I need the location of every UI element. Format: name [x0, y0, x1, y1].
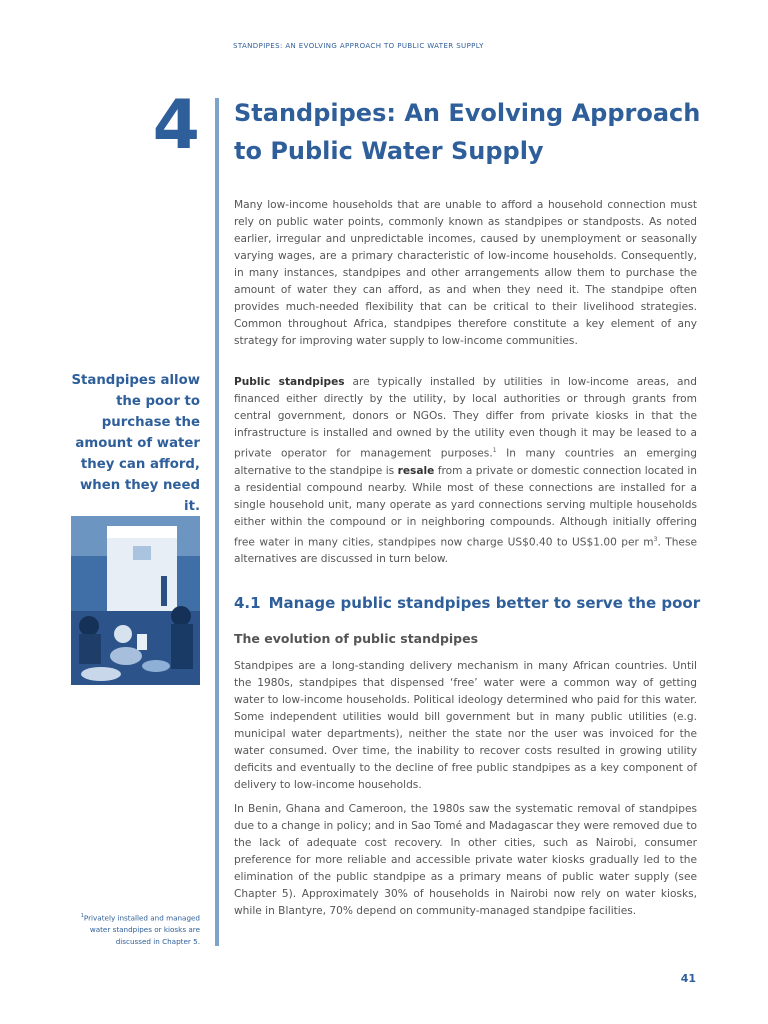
footnote-ref[interactable]: 1	[492, 447, 497, 454]
pullquote: Standpipes allow the poor to purchase the amount of water they can afford, when they need it.	[71, 373, 200, 514]
public-standpipes-term: Public standpipes	[234, 376, 345, 388]
section-heading: 4.1 Manage public standpipes better to serve the poor	[234, 594, 701, 612]
evolution-paragraph: Standpipes are a long-standing delivery mechanism in many African countries. Until the 1980s, standpipes that dispensed ‘free’ water were a common way of getting water to low-income households. Political ideology determined who paid for this water. Some independent utilities would bill government but in many public utilities (e.g. municipal water departments), neither the state nor the user was invoiced for the water consumed. Over time, the inability to recover costs resulted in growing utility deficits and eventually to the decline of free public standpipes as a key component of delivery to low-income households.	[234, 660, 697, 791]
intro-paragraph: Many low-income households that are unable to afford a household connection must rely on public water points, commonly known as standpipes or standposts. As noted earlier, irregular and unpredictable incomes, caused by unemployment or seasonally varying wages, are a primary characteristic of low-income households. Consequently, in many instances, standpipes and other arrangements allow them to purchase the amount of water they can afford, as and when they need it. The standpipe often provides much-needed flexibility that can be critical to their livelihood strategies. Common throughout Africa, standpipes therefore constitute a key element of any strategy for improving water supply to low-income communities.	[234, 199, 697, 347]
running-header: STANDPIPES: AN EVOLVING APPROACH TO PUBLIC WATER SUPPLY	[233, 42, 484, 50]
page-number: 41	[680, 972, 696, 985]
chapter-title-rest: An Evolving Approach to Public Water Supply	[234, 99, 701, 165]
subsection-heading: The evolution of public standpipes	[234, 631, 479, 646]
chapter-number: 4	[152, 86, 200, 165]
footnote: $^1$Privately installed and managed water standpipes or kiosks are discussed in Chapter 5.	[80, 913, 200, 947]
standpipe-photo-icon	[71, 516, 200, 685]
public-standpipes-paragraph: Public standpipes are typically installed by utilities in low-income areas, and financed either directly by the utility, by local authorities or through grants from central government, donors or NGOs. They differ from private kiosks in that the infrastructure is installed and owned by the utility even though it may be leased to a private operator for management purposes.$^1$ In many countries an emerging alternative to the standpipe is resale from a private or domestic connection located in a residential compound nearby. While most of these connections are installed for a single household unit, many operate as yard connections serving multiple households either within the compound or in neighboring compounds. Although initially offering free water in many cities, standpipes now charge US$0.40 to US$1.00 per $m^3$. These alternatives are discussed in turn below.	[234, 376, 698, 566]
chapter-title	[234, 94, 704, 170]
benin-paragraph: In Benin, Ghana and Cameroon, the 1980s saw the systematic removal of standpipes due to a change in policy; and in Sao Tomé and Madagascar they were removed due to the lack of adequate cost recovery. In other cities, such as Nairobi, consumer preference for more reliable and accessible private water kiosks gradually led to the elimination of the public standpipe as a primary means of public water supply (see Chapter 5). Approximately 30% of households in Nairobi now rely on water kiosks, while in Blantyre, 70% depend on community-managed standpipe facilities.	[234, 803, 697, 917]
chapter-title-bold: Standpipes:	[234, 99, 396, 127]
vertical-rule	[215, 98, 219, 946]
standpipe-photo	[71, 516, 200, 685]
resale-term: resale	[397, 464, 435, 477]
